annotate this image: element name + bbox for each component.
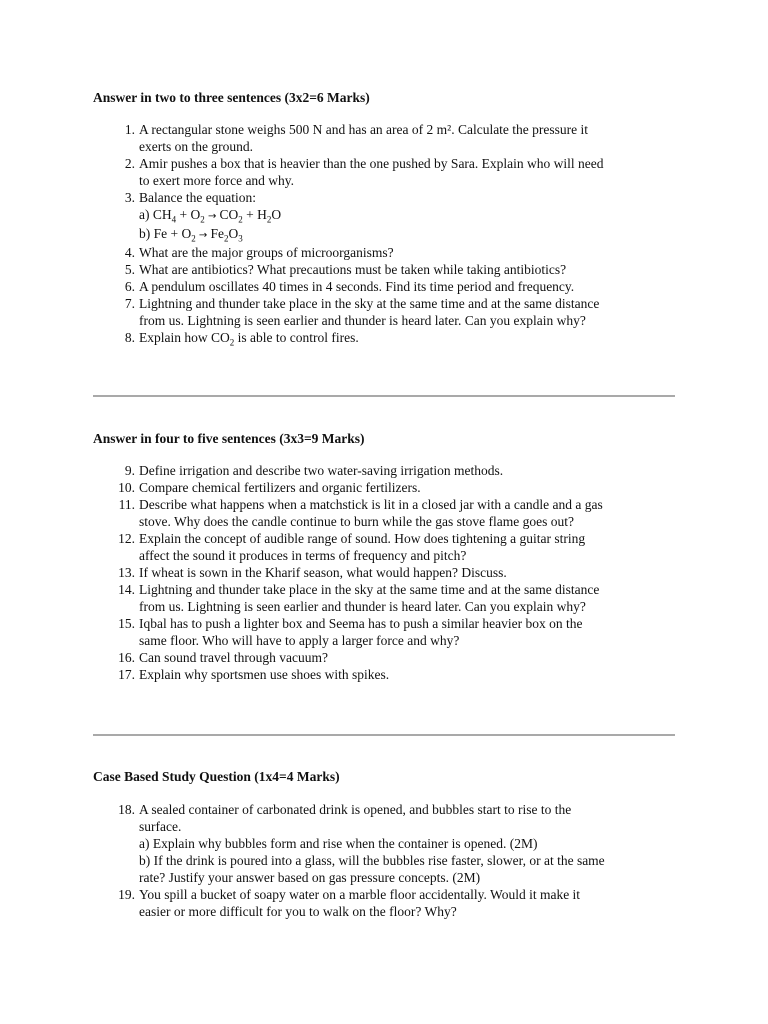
question-text-line: rate? Justify your answer based on gas pressure concepts. (2M)	[139, 870, 481, 885]
question-text-line: If wheat is sown in the Kharif season, what would happen? Discuss.	[139, 565, 507, 580]
equation-b	[139, 225, 679, 244]
question-number: 15.	[118, 616, 135, 631]
question-list-3	[118, 801, 679, 920]
section-heading: Answer in four to five sentences (3x3=9 Marks)	[93, 431, 365, 446]
question-text-line: Amir pushes a box that is heavier than the one pushed by Sara. Explain who will need	[139, 156, 604, 171]
section-heading: Case Based Study Question (1x4=4 Marks)	[93, 769, 340, 784]
question-number: 14.	[118, 582, 135, 597]
question-text-part: is able to control fires.	[234, 330, 359, 345]
question-10	[118, 479, 679, 496]
question-number: 16.	[118, 650, 135, 665]
question-number: 1.	[124, 122, 135, 137]
eq-term: Fe + O	[153, 226, 192, 241]
question-9	[124, 462, 679, 479]
question-text-line: Define irrigation and describe two water-saving irrigation methods.	[139, 463, 504, 478]
question-text-line: from us. Lightning is seen earlier and thunder is heard later. Can you explain why?	[139, 599, 586, 614]
question-18	[118, 801, 679, 886]
question-text-line: Describe what happens when a matchstick is lit in a closed jar with a candle and a gas	[139, 497, 603, 512]
eq-subscript: 2	[224, 233, 229, 244]
eq-subscript: 2	[238, 214, 243, 225]
question-6	[124, 278, 679, 295]
question-2	[124, 155, 679, 189]
question-17	[118, 666, 679, 683]
question-text-line: Explain the concept of audible range of sound. How does tightening a guitar string	[139, 531, 586, 546]
question-text-line: from us. Lightning is seen earlier and thunder is heard later. Can you explain why?	[139, 313, 586, 328]
question-text-line: a) Explain why bubbles form and rise when the container is opened. (2M)	[139, 836, 538, 851]
question-text-line: stove. Why does the candle continue to burn while the gas stove flame goes out?	[139, 514, 575, 529]
question-text-line: What are antibiotics? What precautions must be taken while taking antibiotics?	[139, 262, 567, 277]
eq-label: a)	[139, 207, 153, 222]
question-text-line	[139, 329, 679, 346]
question-text-line: Compare chemical fertilizers and organic fertilizers.	[139, 480, 421, 495]
question-number: 17.	[118, 667, 135, 682]
question-number: 18.	[118, 802, 135, 817]
question-text-line: You spill a bucket of soapy water on a marble floor accidentally. Would it make it	[139, 887, 581, 902]
question-14	[118, 581, 679, 615]
question-list-2	[118, 462, 679, 683]
question-number: 3.	[124, 190, 135, 205]
question-number: 2.	[124, 156, 135, 171]
question-number: 10.	[118, 480, 135, 495]
question-text-line: Explain why sportsmen use shoes with spikes.	[139, 667, 390, 682]
question-text-line: Lightning and thunder take place in the sky at the same time and at the same distance	[139, 582, 600, 597]
eq-label: b)	[139, 226, 154, 241]
question-16	[118, 649, 679, 666]
question-text-line: exerts on the ground.	[139, 139, 253, 154]
question-text-line: Can sound travel through vacuum?	[139, 650, 328, 665]
question-text-line: A rectangular stone weighs 500 N and has an area of 2 m². Calculate the pressure it	[139, 122, 589, 137]
question-number: 7.	[124, 296, 135, 311]
question-text-line: to exert more force and why.	[139, 173, 295, 188]
question-text-line: Balance the equation:	[139, 190, 256, 205]
question-number: 19.	[118, 887, 135, 902]
eq-subscript: 3	[238, 233, 243, 244]
question-13	[118, 564, 679, 581]
question-text-line: easier or more difficult for you to walk on the floor? Why?	[139, 904, 457, 919]
question-text-line: A sealed container of carbonated drink is opened, and bubbles start to rise to the	[139, 802, 572, 817]
eq-term: O	[228, 226, 239, 241]
eq-subscript: 2	[191, 233, 196, 244]
question-text-line: b) If the drink is poured into a glass, will the bubbles rise faster, slower, or at the same	[139, 853, 605, 868]
question-text-line: A pendulum oscillates 40 times in 4 seconds. Find its time period and frequency.	[139, 279, 575, 294]
question-number: 4.	[124, 245, 135, 260]
question-text-line: Lightning and thunder take place in the sky at the same time and at the same distance	[139, 296, 600, 311]
eq-term: CO	[219, 207, 239, 222]
eq-subscript: 2	[200, 214, 205, 225]
question-15	[118, 615, 679, 649]
question-text-line: surface.	[139, 819, 182, 834]
section-heading: Answer in two to three sentences (3x2=6 Marks)	[93, 90, 370, 105]
question-12	[118, 530, 679, 564]
divider	[93, 395, 675, 397]
question-text-line: same floor. Who will have to apply a larger force and why?	[139, 633, 460, 648]
eq-term: CH	[152, 207, 172, 222]
eq-subscript: 2	[266, 214, 272, 225]
question-number: 9.	[124, 463, 135, 478]
question-number: 12.	[118, 531, 135, 546]
eq-term: O	[271, 207, 282, 222]
eq-subscript: 4	[171, 214, 177, 225]
question-text-line: What are the major groups of microorganisms?	[139, 245, 394, 260]
eq-term: Fe	[210, 226, 224, 241]
question-number: 13.	[118, 565, 135, 580]
question-text-line: affect the sound it produces in terms of frequency and pitch?	[139, 548, 467, 563]
question-11	[118, 496, 679, 530]
question-list-1	[124, 121, 679, 348]
arrow-icon: →	[204, 211, 220, 222]
arrow-icon: →	[195, 230, 211, 241]
question-text-line: Iqbal has to push a lighter box and Seema has to push a similar heavier box on the	[139, 616, 583, 631]
question-8	[124, 329, 679, 348]
question-number: 8.	[124, 330, 135, 345]
question-number: 5.	[124, 262, 135, 277]
question-number: 11.	[118, 497, 135, 512]
question-4	[124, 244, 679, 261]
question-1	[124, 121, 679, 155]
question-3	[124, 189, 679, 244]
eq-term: + O	[176, 207, 201, 222]
question-7	[124, 295, 679, 329]
equation-a	[139, 206, 679, 225]
question-5	[124, 261, 679, 278]
question-19	[118, 886, 679, 920]
divider	[93, 734, 675, 736]
eq-term: + H	[242, 207, 267, 222]
question-text-part: Explain how CO	[139, 330, 230, 345]
eq-subscript: 2	[229, 337, 235, 348]
question-number: 6.	[124, 279, 135, 294]
